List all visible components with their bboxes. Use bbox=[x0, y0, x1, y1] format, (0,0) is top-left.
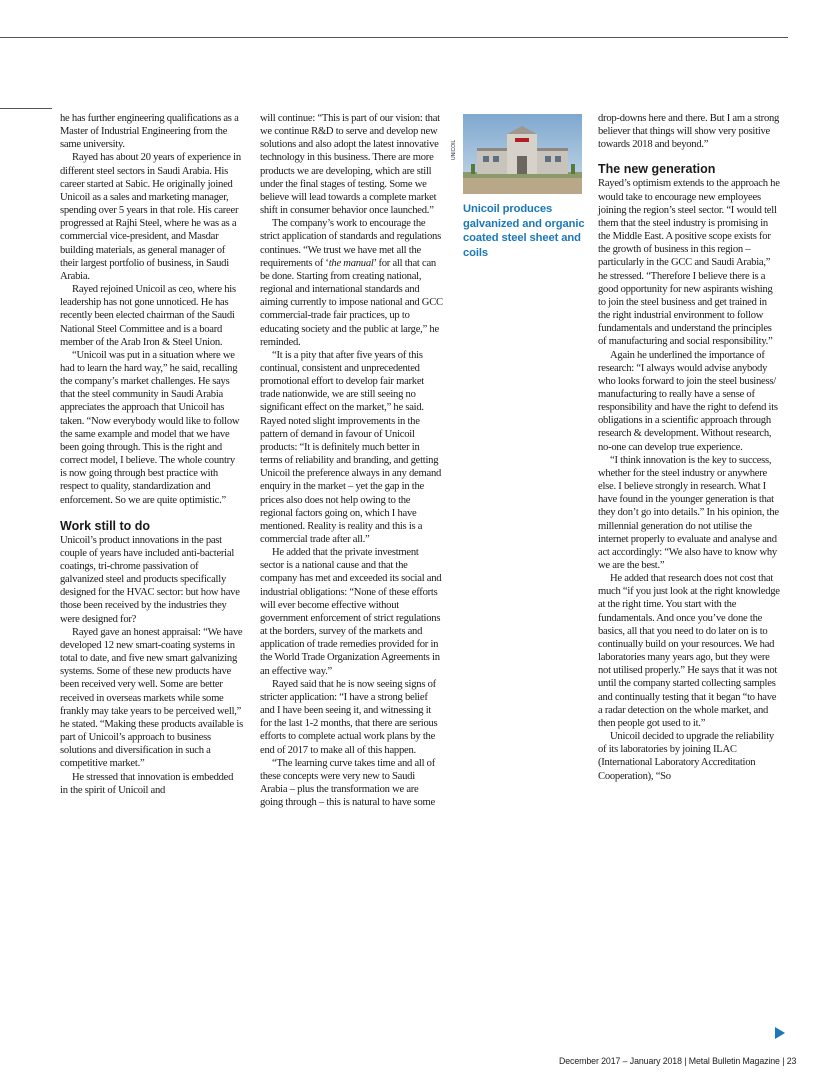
section-heading: Work still to do bbox=[60, 518, 151, 533]
paragraph: Rayed has about 20 years of experience in different steel sectors in Saudi Arabia. His career started at Sabic. He originally joined Unicoil as a sales and marketing manager, spending over 5 years in that role. His career progressed at Rajhi Steel, where he was as a commercial vice-president, and Masdar building materials, as general manager of their largest portfolio of business, in Saudi Arabia. bbox=[60, 152, 241, 282]
factory-photo bbox=[463, 114, 582, 194]
paragraph: will continue: “This is part of our vision: that we continue R&D to serve and develop new solutions and also adopt the latest innovative technology in this business. There are more products we are developing, which are still under the final stages of testing. Some we believe will lead towards a complete market shift in consumer behavior once launched.” bbox=[260, 113, 440, 217]
column-rule bbox=[0, 108, 52, 109]
photo-credit: UNICOIL bbox=[451, 139, 457, 160]
paragraph: Unicoil’s product innovations in the past couple of years have included anti-bacterial coatings, tri-chrome passivation of galvanized steel and products specifically designed for the HVAC sector: but how have those been received by the industries they were designed for? bbox=[60, 534, 240, 625]
top-rule bbox=[0, 37, 788, 38]
paragraph: Rayed’s optimism extends to the approach he would take to encourage new employees joining the region’s steel sector. “I would tell them that the steel industry is promising in the Middle East. A positive scope exists for the growth of business in this region – particularly in the GCC and Saudi Arabia,” he stressed. “Therefore I believe there is a good opportunity for new aspirants wishing to join the steel business and get trained in the right industrial environment to follow fundamentals and understand the principles of manufacturing and social responsibility.” bbox=[598, 178, 780, 348]
paragraph: Again he underlined the importance of research: “I always would advise anybody who looks forward to join the steel business/ manufacturing to really have a sense of responsibility and have the right to defend its obligations in a scientific approach through research & development. Without research, no-one can develop true experience. bbox=[598, 349, 778, 453]
emphasis: the manual bbox=[328, 257, 374, 269]
paragraph: “I think innovation is the key to success, whether for the steel industry or anywhere else. I believe strongly in research. What I have found in the younger generation is that they don’t go into details.” In his opinion, the millennial generation do not utilise the internet properly to evaluate and analyse and act accordingly: “We also have to know why we are the best.” bbox=[598, 454, 779, 571]
paragraph: Rayed rejoined Unicoil as ceo, where his leadership has not gone unnoticed. He has recently been elected chairman of the Saudi National Steel Committee and is a board member of the Arab Iron & Steel Union. bbox=[60, 284, 236, 348]
article-column-3 bbox=[598, 112, 781, 783]
paragraph: Rayed said that he is now seeing signs of stricter application: “I have a strong belief and I have been seeing it, and witnessing it for the last 1-2 months, that there are serious efforts to complete actual work plans by the end of 2017 to make all of this happen. bbox=[260, 678, 438, 756]
paragraph: He added that the private investment sector is a national cause and that the company has met and exceeded its social and industrial obligations: “None of these efforts will ever become effective without government enforcement of strict regulations at the borders, survey of the markets and application of trade remedies provided for in the World Trade Organization Agreements in an effective way.” bbox=[260, 547, 442, 677]
text-run: The company’s work to encourage the strict application of standards and regulations continues. “We trust we have met all the requirements of ‘ bbox=[260, 218, 441, 269]
paragraph: He added that research does not cost that much “if you just look at the right knowledge at the right time. You start with the fundamentals. And once you’ve done the basics, all that you need to do later on is to continually build on your resources. We had laboratories many years ago, but they were not utilised properly.” He says that it was not until the company started collecting samples and continually testing that it began “to have a radar detection on the whole market, and then people got used to it.” bbox=[598, 573, 780, 729]
paragraph: Rayed gave an honest appraisal: “We have developed 12 new smart-coating systems in total to date, and five new smart galvanizing systems. Some of these new products have been received very well. Some are better received in overseas markets while some frankly may take years to be perceived well,” he stated. “Making these products available is part of Unicoil’s approach to business solutions and diversification in such a competitive market.” bbox=[60, 626, 243, 770]
paragraph: he has further engineering qualifications as a Master of Industrial Engineering from the same university. bbox=[60, 113, 239, 151]
page-footer: December 2017 – January 2018 | Metal Bulletin Magazine | 23 bbox=[559, 1056, 797, 1066]
photo-caption: Unicoil produces galvanized and organic coated steel sheet and coils bbox=[463, 203, 585, 259]
factory-photo-illustration bbox=[463, 114, 582, 194]
paragraph: “Unicoil was put in a situation where we had to learn the hard way,” he said, recalling the company’s market challenges. He says that the steel community in Saudi Arabia appreciates the approach that Unicoil has taken. “Now everybody would like to follow the same example and model that we have been going through. This is the right and correct model, I believe. The whole country is now going through best practice with respect to quality, standardization and enforcement. So we are quite optimistic.” bbox=[60, 349, 240, 506]
text-run: ’ for all that can be done. Starting from creating national, regional and international standards and aiming currently to impose national and GCC commercial-trade fair practices, up to educating society and the public at large,” he reminded. bbox=[260, 257, 443, 348]
paragraph: He stressed that innovation is embedded in the spirit of Unicoil and bbox=[60, 771, 234, 796]
paragraph: drop-downs here and there. But I am a strong believer that things will show very positive towards 2018 and beyond.” bbox=[598, 113, 780, 151]
paragraph: “The learning curve takes time and all of these concepts were very new to Saudi Arabia – plus the transformation we are going through – this is natural to have some bbox=[260, 757, 436, 809]
paragraph: “It is a pity that after five years of this continual, consistent and unprecedented promotional effort to develop fair market trade nationwide, we are still seeing no significant effect on the market,” he said. Rayed noted slight improvements in the pattern of demand in favour of Unicoil products: “It is definitely much better in terms of reliability and branding, and getting Unicoil the preference always in any demand enquiry in the market – yet the gap in the prices also does not help owing to the regional factors going on, which I have mentioned. Reality is reality and this is a commercial trade after all.” bbox=[260, 349, 442, 545]
section-heading: The new generation bbox=[598, 162, 716, 177]
paragraph: Unicoil decided to upgrade the reliability of its laboratories by joining ILAC (International Laboratory Accreditation Cooperation), “So bbox=[598, 731, 774, 782]
paragraph bbox=[260, 217, 443, 349]
article-column-1 bbox=[60, 112, 243, 797]
continue-arrow-icon bbox=[775, 1027, 785, 1039]
article-column-2 bbox=[260, 112, 443, 809]
